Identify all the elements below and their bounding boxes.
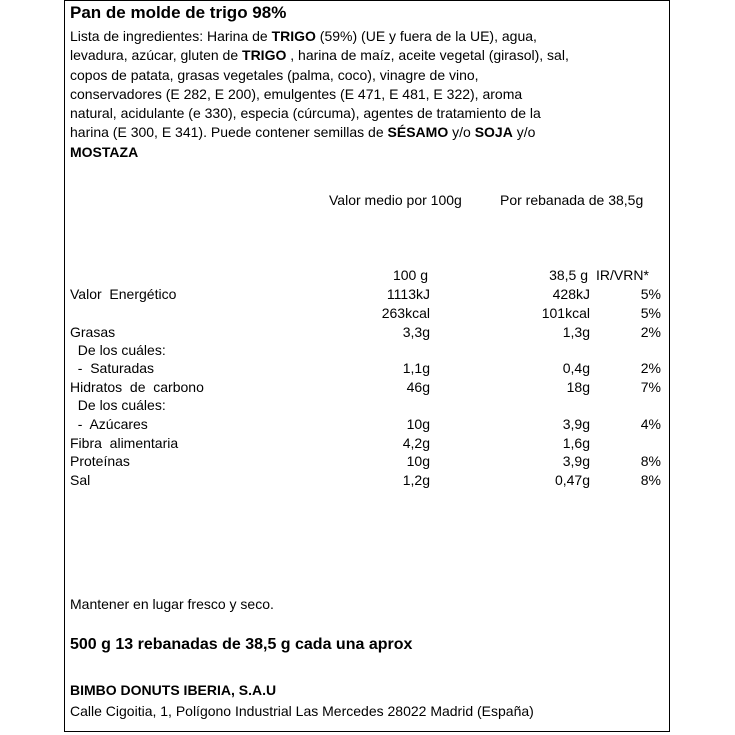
value-ir: 5%: [640, 286, 661, 302]
allergen-text: SÉSAMO: [387, 124, 449, 141]
company-address: Calle Cigoitia, 1, Polígono Industrial Las Mercedes 28022 Madrid (España): [70, 703, 534, 719]
ingredient-text: levadura, azúcar, gluten de: [70, 47, 243, 64]
subheader-100g: 100 g: [392, 267, 428, 283]
value-per-slice: 3,9g: [562, 453, 590, 469]
storage-note: Mantener en lugar fresco y seco.: [70, 596, 274, 612]
value-per-slice: 3,9g: [562, 416, 590, 432]
value-ir: 2%: [640, 360, 661, 376]
ingredients-list: [70, 27, 660, 162]
value-ir: 4%: [640, 416, 661, 432]
ingredients-line: [70, 123, 660, 142]
package-info: 500 g 13 rebanadas de 38,5 g cada una aprox: [70, 636, 413, 653]
nutrient-label: De los cuáles:: [70, 342, 166, 358]
nutrient-label: Hidratos de carbono: [70, 379, 204, 395]
nutrient-label: - Azúcares: [70, 416, 148, 432]
ingredients-line: [70, 143, 660, 162]
ingredient-text: , harina de maíz, aceite vegetal (girasol), sal,: [286, 47, 569, 64]
value-ir: 2%: [640, 324, 661, 340]
ingredient-text: (59%) (UE y fuera de la UE), agua,: [315, 28, 537, 44]
value-per-slice: 1,3g: [562, 324, 590, 340]
allergen-text: SOJA: [474, 124, 513, 141]
value-ir: 8%: [640, 453, 661, 469]
ingredient-text: y/o: [512, 124, 536, 141]
nutrient-label: Grasas: [70, 324, 116, 340]
value-ir: 7%: [640, 379, 661, 395]
ingredients-line: [70, 27, 660, 46]
value-per-100g: 10g: [406, 453, 430, 469]
ingredients-line: [70, 104, 660, 123]
value-per-slice: 0,4g: [562, 360, 590, 376]
nutrient-label: - Saturadas: [70, 360, 155, 376]
nutrient-label: De los cuáles:: [70, 397, 166, 413]
value-per-100g: 263kcal: [381, 305, 430, 321]
value-ir: 8%: [640, 472, 661, 488]
value-per-100g: 1,1g: [402, 360, 430, 376]
value-per-slice: 0,47g: [554, 472, 590, 488]
value-per-100g: 1113kJ: [386, 286, 430, 302]
product-title: Pan de molde de trigo 98%: [70, 3, 287, 22]
allergen-text: TRIGO: [271, 28, 316, 44]
ingredient-text: conservadores (E 282, E 200), emulgentes (E 471, E 481, E 322), aroma: [70, 85, 523, 102]
value-per-100g: 46g: [406, 379, 430, 395]
nutrient-label: Fibra alimentaria: [70, 435, 179, 451]
allergen-text: TRIGO: [242, 47, 287, 64]
ingredient-text: y/o: [448, 124, 475, 141]
value-per-100g: 10g: [406, 416, 430, 432]
ingredient-text: copos de patata, grasas vegetales (palma, coco), vinagre de vino,: [70, 66, 479, 83]
header-per-100g: Valor medio por 100g: [329, 192, 462, 208]
ingredient-text: harina (E 300, E 341). Puede contener semillas de: [70, 124, 388, 141]
value-per-100g: 3,3g: [402, 324, 430, 340]
company-name: BIMBO DONUTS IBERIA, S.A.U: [70, 682, 277, 698]
ingredients-line: [70, 66, 660, 85]
subheader-ir: IR/VRN*: [596, 267, 649, 283]
nutrient-label: Sal: [70, 472, 91, 488]
nutrient-label: Valor Energético: [70, 286, 177, 302]
value-per-slice: 428kJ: [552, 286, 590, 302]
value-per-slice: 101kcal: [541, 305, 590, 321]
subheader-slice: 38,5 g: [549, 267, 588, 283]
allergen-text: MOSTAZA: [70, 143, 139, 160]
ingredient-text: Lista de ingredientes: Harina de: [70, 28, 272, 44]
value-per-slice: 1,6g: [562, 435, 590, 451]
value-ir: 5%: [640, 305, 661, 321]
value-per-100g: 1,2g: [402, 472, 430, 488]
ingredients-line: [70, 46, 660, 65]
value-per-100g: 4,2g: [402, 435, 430, 451]
ingredient-text: natural, acidulante (e 330), especia (cúrcuma), agentes de tratamiento de la: [70, 105, 541, 122]
value-per-slice: 18g: [566, 379, 590, 395]
nutrient-label: Proteínas: [70, 453, 130, 469]
ingredients-line: [70, 85, 660, 104]
header-per-slice: Por rebanada de 38,5g: [500, 192, 644, 208]
